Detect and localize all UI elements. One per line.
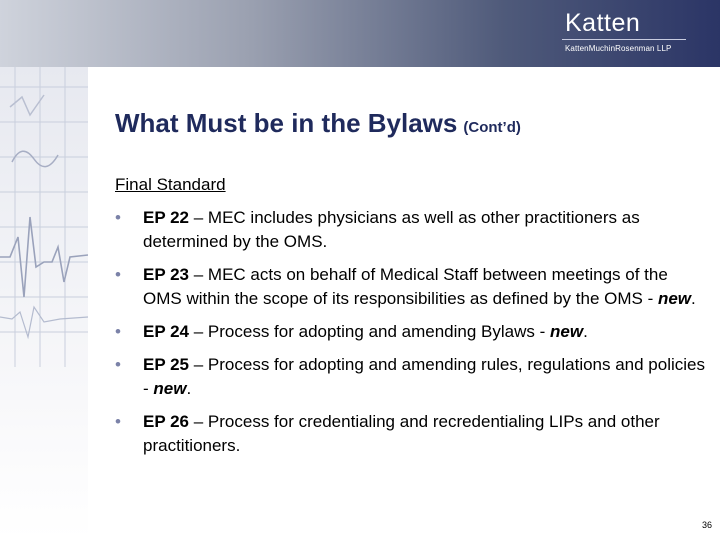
ep-dash: – (189, 208, 208, 227)
slide-title-main: What Must be in the Bylaws (115, 108, 458, 138)
katten-logo (562, 8, 702, 53)
bullet-item (115, 206, 705, 254)
ep-end: . (691, 289, 696, 308)
bullet-item (115, 320, 705, 344)
bullet-item (115, 353, 705, 401)
bullet-list (115, 206, 705, 467)
ecg-background-art (0, 67, 88, 540)
bullet-marker: • (115, 322, 121, 341)
ep-code: EP 25 (143, 355, 190, 374)
slide-title-suffix: (Cont’d) (463, 119, 521, 136)
ecg-chart-image (0, 67, 88, 540)
ep-code: EP 22 (143, 208, 190, 227)
bullet-item (115, 263, 705, 311)
ep-dash: – (189, 322, 208, 341)
ep-dash: – (189, 265, 208, 284)
ep-code: EP 23 (143, 265, 190, 284)
new-tag: new (550, 322, 584, 341)
ep-dash: – (189, 412, 208, 431)
bullet-marker: • (115, 208, 121, 227)
bullet-marker: • (115, 265, 121, 284)
new-tag: new (657, 289, 692, 308)
ep-text: MEC acts on behalf of Medical Staff between meetings of the OMS within the scope of its responsibilities as defined by the OMS - (143, 265, 668, 308)
ep-end: . (186, 379, 192, 398)
header-band (0, 0, 720, 67)
logo-name: Katten (565, 9, 641, 37)
logo-divider (562, 39, 686, 40)
ep-code: EP 26 (143, 412, 190, 431)
slide-title (115, 108, 521, 139)
bullet-marker: • (115, 412, 121, 431)
section-heading: Final Standard (115, 175, 226, 194)
ep-code: EP 24 (143, 322, 190, 341)
bullet-item (115, 410, 705, 458)
bullet-marker: • (115, 355, 121, 374)
new-tag: new (153, 379, 187, 398)
ep-text: Process for adopting and amending Bylaws - (207, 322, 550, 341)
ep-text: MEC includes physicians as well as other practitioners as determined by the OMS. (143, 208, 640, 251)
logo-subname: KattenMuchinRosenman LLP (565, 44, 672, 53)
ep-dash: – (189, 355, 208, 374)
page-number: 36 (701, 520, 712, 530)
ep-text: Process for credentialing and recredentialing LIPs and other practitioners. (143, 412, 660, 455)
ep-end: . (583, 322, 588, 341)
ep-text: Process for adopting and amending rules, regulations and policies - (143, 355, 706, 398)
